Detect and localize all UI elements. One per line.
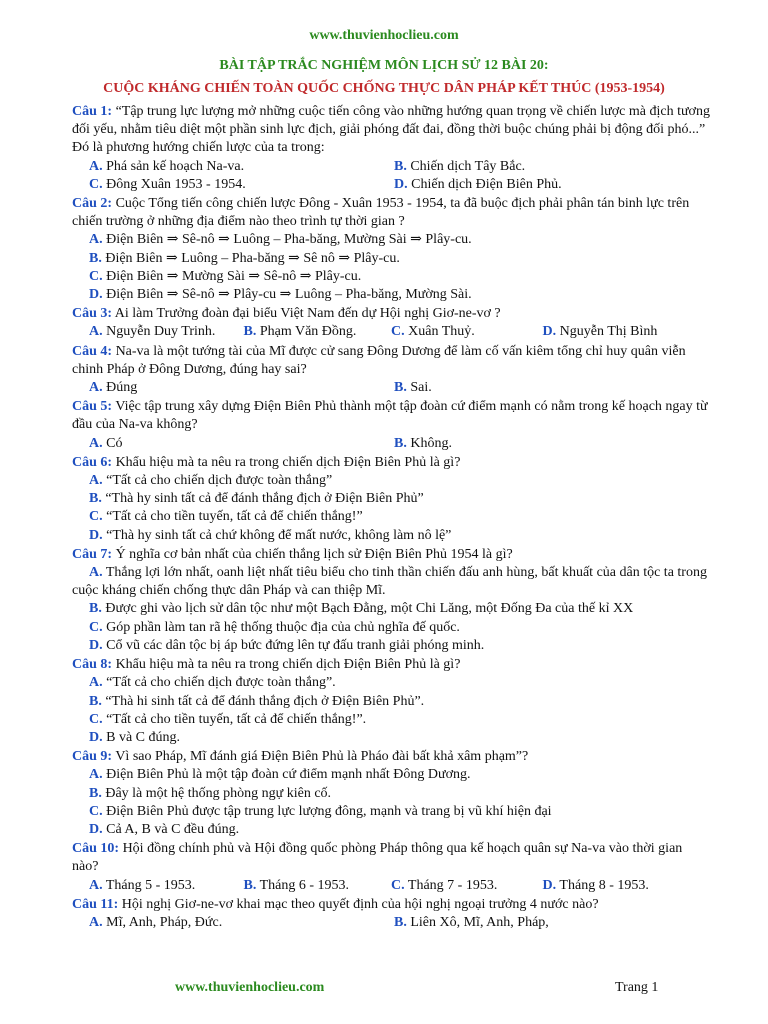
question-item xyxy=(72,103,712,194)
answer-option[interactable] xyxy=(89,286,712,304)
question-text: Ý nghĩa cơ bản nhất của chiến thắng lịch sử Điện Biên Phủ 1954 là gì? xyxy=(115,546,513,562)
question-stem xyxy=(72,454,712,472)
answer-option[interactable] xyxy=(89,231,712,249)
answer-option[interactable] xyxy=(89,323,244,341)
answer-option[interactable] xyxy=(89,250,712,268)
question-item xyxy=(72,398,712,453)
option-text: Nguyễn Duy Trinh. xyxy=(106,324,216,340)
option-text: Điện Biên Phủ là một tập đoàn cứ điểm mạnh nhất Đông Dương. xyxy=(106,767,471,783)
option-text: Đông Xuân 1953 - 1954. xyxy=(106,176,246,192)
option-text: Phạm Văn Đồng. xyxy=(259,324,357,340)
option-key: D. xyxy=(89,821,103,837)
answer-option[interactable] xyxy=(394,158,699,176)
question-text: Hội đồng chính phủ và Hội đồng quốc phòng Pháp thông qua kế hoạch quân sự Na-va vào thời gian nào? xyxy=(72,841,683,875)
option-text: Thắng lợi lớn nhất, oanh liệt nhất tiêu biểu cho tinh thần chiến đấu anh hùng, bất khuất của dân tộc ta trong cuộc kháng chiến chống thực dân Pháp và can thiệp Mĩ. xyxy=(72,565,707,599)
answer-option[interactable] xyxy=(89,729,712,747)
option-key: B. xyxy=(89,491,102,507)
answer-option[interactable] xyxy=(89,472,712,490)
option-key: A. xyxy=(89,324,103,340)
answer-option[interactable] xyxy=(244,323,392,341)
question-stem xyxy=(72,343,712,379)
answer-option[interactable] xyxy=(72,564,712,600)
answer-option[interactable] xyxy=(89,693,712,711)
option-text: Sai. xyxy=(410,380,432,396)
option-text: Được ghi vào lịch sử dân tộc như một Bạch Đằng, một Chi Lăng, một Đống Đa của thế kỉ XX xyxy=(105,601,634,617)
option-text: Cổ vũ các dân tộc bị áp bức đứng lên tự đấu tranh giải phóng minh. xyxy=(106,637,485,653)
option-text: Điện Biên Phủ được tập trung lực lượng đông, mạnh và trang bị vũ khí hiện đại xyxy=(106,803,552,819)
answer-option[interactable] xyxy=(391,877,543,895)
option-text: “Tất cả cho chiến dịch được toàn thắng” xyxy=(106,473,333,489)
answer-option[interactable] xyxy=(89,527,712,545)
answer-option[interactable] xyxy=(89,877,244,895)
option-key: C. xyxy=(89,619,103,635)
option-text: “Tất cả cho tiền tuyến, tất cả để chiến thắng!” xyxy=(106,509,363,525)
question-item xyxy=(72,195,712,304)
answer-option[interactable] xyxy=(89,490,712,508)
option-text: Đây là một hệ thống phòng ngự kiên cố. xyxy=(105,785,332,801)
question-item xyxy=(72,343,712,398)
question-text: Việc tập trung xây dựng Điện Biên Phủ thành một tập đoàn cứ điểm mạnh có nằm trong kế hoạch ngay từ đầu của Na-va không? xyxy=(72,399,708,433)
question-number: Câu 11: xyxy=(72,896,119,912)
answer-option[interactable] xyxy=(89,435,394,453)
option-key: A. xyxy=(89,435,103,451)
question-stem xyxy=(72,546,712,564)
option-key: B. xyxy=(394,380,407,396)
option-key: A. xyxy=(89,565,103,581)
option-text: Phá sản kế hoạch Na-va. xyxy=(106,158,245,174)
answer-option[interactable] xyxy=(391,323,543,341)
question-number: Câu 7: xyxy=(72,546,113,562)
option-text: “Tất cả cho tiền tuyến, tất cả để chiến thắng!”. xyxy=(106,711,367,727)
option-key: D. xyxy=(394,176,408,192)
option-text: Xuân Thuỷ. xyxy=(408,324,475,340)
answer-option[interactable] xyxy=(89,176,394,194)
document-subtitle: CUỘC KHÁNG CHIẾN TOÀN QUỐC CHỐNG THỰC DÂN PHÁP KẾT THÚC (1953-1954) xyxy=(103,81,665,96)
option-key: D. xyxy=(89,637,103,653)
question-text: Khẩu hiệu mà ta nêu ra trong chiến dịch Điện Biên Phủ là gì? xyxy=(115,454,461,470)
option-key: B. xyxy=(394,914,407,930)
option-key: B. xyxy=(89,601,102,617)
option-text: Có xyxy=(106,435,123,451)
answer-option[interactable] xyxy=(89,619,712,637)
option-key: B. xyxy=(89,785,102,801)
option-text: Điện Biên ⇒ Luông – Pha-băng ⇒ Sê nô ⇒ Plây-cu. xyxy=(105,250,400,266)
answer-option[interactable] xyxy=(543,323,712,341)
answer-option[interactable] xyxy=(89,379,394,397)
option-text: Tháng 8 - 1953. xyxy=(559,877,649,893)
option-text: “Thà hy sinh tất cả chứ không để mất nước, không làm nô lệ” xyxy=(106,527,452,543)
option-text: Điện Biên ⇒ Mường Sài ⇒ Sê-nô ⇒ Plây-cu. xyxy=(106,268,362,284)
question-text: Cuộc Tổng tiến công chiến lược Đông - Xuân 1953 - 1954, ta đã buộc địch phải phân tán binh lực trên chiến trường ở những địa điểm nào theo trình tự thời gian ? xyxy=(72,196,690,230)
document-title: BÀI TẬP TRẮC NGHIỆM MÔN LỊCH SỬ 12 BÀI 20: xyxy=(219,58,549,73)
question-item xyxy=(72,546,712,655)
option-text: Tháng 7 - 1953. xyxy=(407,877,498,893)
question-number: Câu 6: xyxy=(72,454,113,470)
answer-option[interactable] xyxy=(89,803,712,821)
question-text: Khẩu hiệu mà ta nêu ra trong chiến dịch Điện Biên Phủ là gì? xyxy=(115,657,461,673)
answer-option[interactable] xyxy=(89,268,712,286)
question-item xyxy=(72,748,712,839)
answer-option[interactable] xyxy=(394,914,699,932)
option-key: B. xyxy=(394,158,407,174)
question-item xyxy=(72,305,712,341)
question-number: Câu 4: xyxy=(72,343,113,359)
answer-option[interactable] xyxy=(244,877,392,895)
answer-option[interactable] xyxy=(543,877,712,895)
option-key: A. xyxy=(89,914,103,930)
answer-option[interactable] xyxy=(394,435,699,453)
option-key: D. xyxy=(89,729,103,745)
answer-option[interactable] xyxy=(89,821,712,839)
question-item xyxy=(72,896,712,932)
option-key: B. xyxy=(243,324,257,340)
page-number: Trang 1 xyxy=(615,980,659,995)
answer-option[interactable] xyxy=(89,637,712,655)
question-stem xyxy=(72,103,712,158)
option-key: B. xyxy=(89,250,102,266)
question-number: Câu 3: xyxy=(72,306,113,322)
question-text: “Tập trung lực lượng mở những cuộc tiến công vào những hướng quan trọng về chiến lược mà địch tương đối yếu, nhằm tiêu diệt một phần sinh lực địch, giải phóng đất đai, đồng thời buộc chúng phải bị động đối phó...” Đó là phương hướng chiến lược của ta trong: xyxy=(72,104,710,156)
question-stem xyxy=(72,656,712,674)
question-stem xyxy=(72,195,712,231)
option-text: Điện Biên ⇒ Sê-nô ⇒ Plây-cu ⇒ Luông – Pha-băng, Mường Sài. xyxy=(106,287,472,303)
option-text: Chiến dịch Tây Bắc. xyxy=(410,158,526,174)
option-key: D. xyxy=(542,877,557,893)
option-key: A. xyxy=(89,675,103,691)
question-item xyxy=(72,656,712,747)
option-text: Không. xyxy=(410,435,452,451)
option-key: C. xyxy=(89,711,103,727)
option-key: C. xyxy=(89,803,103,819)
option-text: Tháng 5 - 1953. xyxy=(105,877,196,893)
question-number: Câu 5: xyxy=(72,399,113,415)
answer-option[interactable] xyxy=(89,711,712,729)
question-list xyxy=(72,103,712,932)
option-text: Tháng 6 - 1953. xyxy=(259,877,350,893)
question-number: Câu 9: xyxy=(72,749,113,765)
option-key: C. xyxy=(89,509,103,525)
question-text: Vì sao Pháp, Mĩ đánh giá Điện Biên Phủ là Pháo đài bất khả xâm phạm”? xyxy=(115,749,529,765)
option-text: Liên Xô, Mĩ, Anh, Pháp, xyxy=(410,914,549,930)
option-key: C. xyxy=(89,176,103,192)
question-number: Câu 2: xyxy=(72,196,113,212)
option-text: “Thà hi sinh tất cả để đánh thắng địch ở Điện Biên Phủ”. xyxy=(105,693,425,709)
option-text: Góp phần làm tan rã hệ thống thuộc địa của chủ nghĩa đế quốc. xyxy=(106,619,460,635)
question-item xyxy=(72,454,712,545)
option-key: C. xyxy=(391,324,405,340)
option-key: A. xyxy=(89,158,103,174)
option-key: D. xyxy=(89,287,103,303)
option-text: Chiến dịch Điện Biên Phủ. xyxy=(411,176,562,192)
question-number: Câu 10: xyxy=(72,841,120,857)
answer-option[interactable] xyxy=(394,176,699,194)
option-key: A. xyxy=(89,767,103,783)
answer-option[interactable] xyxy=(89,785,712,803)
question-number: Câu 8: xyxy=(72,657,113,673)
option-key: A. xyxy=(89,877,103,893)
option-text: Đúng xyxy=(106,380,138,396)
option-text: Mĩ, Anh, Pháp, Đức. xyxy=(106,914,223,930)
option-key: B. xyxy=(394,435,407,451)
question-item xyxy=(72,840,712,895)
question-stem xyxy=(72,840,712,876)
option-key: A. xyxy=(89,232,103,248)
question-text: Ai làm Trưởng đoàn đại biểu Việt Nam đến dự Hội nghị Giơ-ne-vơ ? xyxy=(114,306,501,322)
answer-option[interactable] xyxy=(394,379,699,397)
option-key: C. xyxy=(89,268,103,284)
question-text: Hội nghị Giơ-ne-vơ khai mạc theo quyết định của hội nghị ngoại trưởng 4 nước nào? xyxy=(121,896,599,912)
question-stem xyxy=(72,398,712,434)
option-key: D. xyxy=(542,324,557,340)
question-text: Na-va là một tướng tài của Mĩ được cử sang Đông Dương để làm cố vấn kiêm tổng chỉ huy quân viễn chinh Pháp ở Đông Dương, đúng hay sai? xyxy=(72,343,686,377)
answer-option[interactable] xyxy=(89,766,712,784)
option-key: D. xyxy=(89,527,103,543)
answer-option[interactable] xyxy=(89,158,394,176)
option-text: Điện Biên ⇒ Sê-nô ⇒ Luông – Pha-băng, Mường Sài ⇒ Plây-cu. xyxy=(106,232,472,248)
answer-option[interactable] xyxy=(89,914,394,932)
option-key: A. xyxy=(89,473,103,489)
option-text: “Thà hy sinh tất cả để đánh thắng địch ở Điện Biên Phủ” xyxy=(105,491,424,507)
option-text: “Tất cả cho chiến dịch được toàn thắng”. xyxy=(106,675,336,691)
question-stem xyxy=(72,896,712,914)
answer-option[interactable] xyxy=(89,508,712,526)
option-key: C. xyxy=(391,877,405,893)
option-text: B và C đúng. xyxy=(106,729,181,745)
header-website-link[interactable]: www.thuvienhoclieu.com xyxy=(309,28,459,43)
answer-option[interactable] xyxy=(89,600,712,618)
option-text: Nguyễn Thị Bình xyxy=(559,324,658,340)
question-number: Câu 1: xyxy=(72,104,113,119)
option-key: B. xyxy=(243,877,257,893)
option-text: Cả A, B và C đều đúng. xyxy=(106,821,240,837)
footer-website-link[interactable]: www.thuvienhoclieu.com xyxy=(175,980,325,995)
question-stem xyxy=(72,748,712,766)
option-key: A. xyxy=(89,380,103,396)
answer-option[interactable] xyxy=(89,674,712,692)
option-key: B. xyxy=(89,693,102,709)
question-stem xyxy=(72,305,712,323)
